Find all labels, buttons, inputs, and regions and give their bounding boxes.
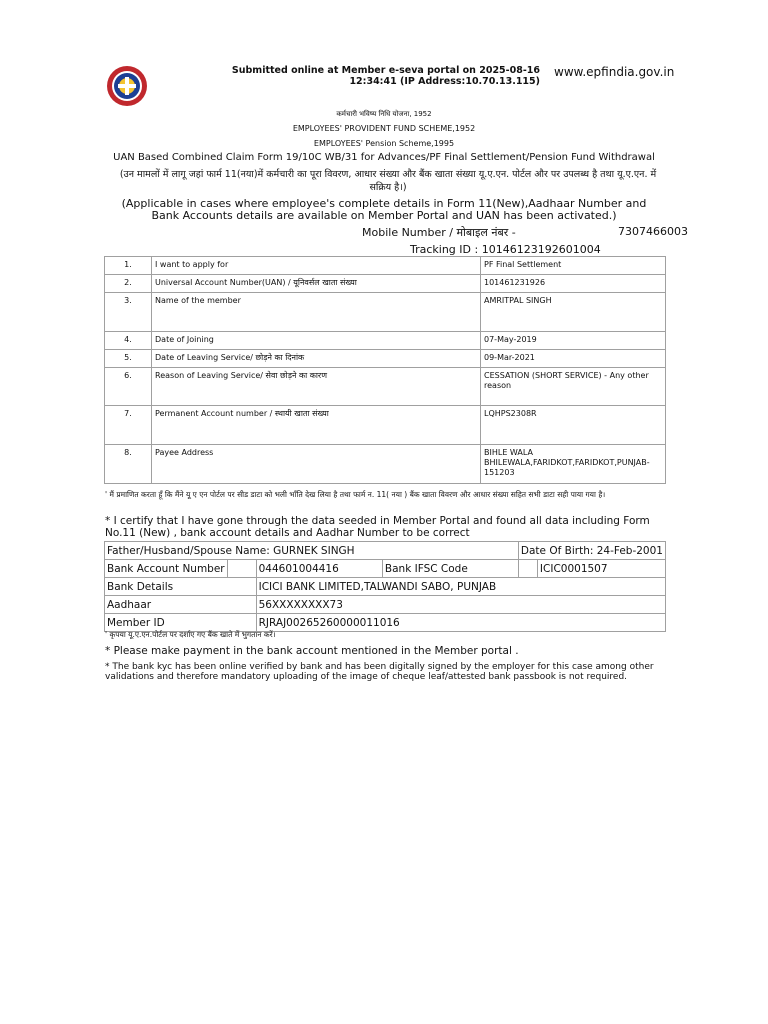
ifsc-label: Bank IFSC Code [382, 560, 518, 578]
row-value: 09-Mar-2021 [481, 350, 666, 368]
table-row [105, 293, 666, 332]
account-spacer [227, 560, 256, 578]
row-number: 5. [105, 350, 152, 368]
applicability-note: (Applicable in cases where employee's complete details in Form 11(New),Aadhaar Number and Bank Accounts details are available on Member Portal and UAN has been activated.) [121, 197, 647, 222]
ifsc-value: ICIC0001507 [537, 560, 665, 578]
row-value: PF Final Settlement [481, 257, 666, 275]
row-label: I want to apply for [152, 257, 481, 275]
bank-details-label: Bank Details [105, 578, 257, 596]
row-label: Payee Address [152, 445, 481, 484]
row-value: 101461231926 [481, 275, 666, 293]
row-value: CESSATION (SHORT SERVICE) - Any other reason [481, 368, 666, 406]
row-label: Date of Joining [152, 332, 481, 350]
mobile-number [362, 225, 688, 240]
kyc-note: * The bank kyc has been online verified by bank and has been digitally signed by the employer for this case among other validations and therefore mandatory uploading of the image of cheque leaf/attested bank passbook is not required. [105, 662, 654, 682]
table-row [105, 596, 666, 614]
submission-info: Submitted online at Member e-seva portal on 2025-08-16 12:34:41 (IP Address:10.70.13.115) [231, 65, 540, 87]
table-row [105, 542, 666, 560]
certify-statement: * I certify that I have gone through the data seeded in Member Portal and found all data including Form No.11 (New) , bank account details and Aadhar Number to be correct [105, 515, 650, 539]
row-value: AMRITPAL SINGH [481, 293, 666, 332]
table-row [105, 350, 666, 368]
tracking-label: Tracking ID : [410, 243, 479, 256]
pension-scheme-title: EMPLOYEES' Pension Scheme,1995 [313, 139, 455, 148]
row-label: Date of Leaving Service/ छोड़ने का दिनांक [152, 350, 481, 368]
aadhaar-value: 56XXXXXXXX73 [256, 596, 665, 614]
table-row [105, 257, 666, 275]
payment-hindi: ' कृपया यू.ए.एन.पोर्टल पर दर्शाए गए बैंक खाते में भुगतान करें। [105, 630, 276, 639]
bank-details-value: ICICI BANK LIMITED,TALWANDI SABO, PUNJAB [256, 578, 665, 596]
row-number: 2. [105, 275, 152, 293]
table-row [105, 445, 666, 484]
tracking-id [410, 243, 601, 256]
member-id-value: RJRAJ00265260000011016 [256, 614, 665, 632]
payment-note: * Please make payment in the bank account mentioned in the Member portal . [105, 645, 519, 657]
row-number: 7. [105, 406, 152, 445]
row-label: Universal Account Number(UAN) / यूनिवर्सल खाता संख्या [152, 275, 481, 293]
date-of-birth: Date Of Birth: 24-Feb-2001 [518, 542, 665, 560]
account-value: 044601004416 [256, 560, 382, 578]
row-value: BIHLE WALA BHILEWALA,FARIDKOT,FARIDKOT,PUNJAB-151203 [481, 445, 666, 484]
row-value: LQHPS2308R [481, 406, 666, 445]
row-number: 3. [105, 293, 152, 332]
table-row [105, 332, 666, 350]
epfo-logo [106, 65, 148, 107]
aadhaar-label: Aadhaar [105, 596, 257, 614]
scheme-hindi: कर्मचारी भविष्य निधि योजना, 1952 [336, 110, 432, 118]
row-label: Name of the member [152, 293, 481, 332]
member-id-label: Member ID [105, 614, 257, 632]
table-row [105, 560, 666, 578]
certify-hindi: ' मैं प्रमाणित करता हूँ कि मैंने यू ए एन पोर्टल पर सीड डाटा को भली भाँति देख लिया है तथा फार्म न. 11( नया ) बैंक खाता विवरण और आधार संख्या सहित सभी डाटा सही पाया गया है। [105, 490, 606, 499]
mobile-value: 7307466003 [618, 225, 688, 238]
form-title: UAN Based Combined Claim Form 19/10C WB/31 for Advances/PF Final Settlement/Pension Fund Withdrawal [113, 152, 655, 163]
table-row [105, 614, 666, 632]
claim-details-table [104, 256, 666, 484]
account-label: Bank Account Number [105, 560, 228, 578]
bank-details-table [104, 541, 666, 632]
applicability-hindi: (उन मामलों में लागू जहां फार्म 11(नया)में कर्मचारी का पूरा विवरण, आधार संख्या और बैंक खाता संख्या यू.ए.एन. पोर्टल और पर उपलब्ध है तथा यू.ए.एन. में सक्रिय है।) [119, 169, 657, 193]
row-label: Permanent Account number / स्थायी खाता संख्या [152, 406, 481, 445]
row-number: 6. [105, 368, 152, 406]
row-number: 8. [105, 445, 152, 484]
table-row [105, 275, 666, 293]
mobile-label: Mobile Number / मोबाइल नंबर - [362, 226, 516, 239]
row-label: Reason of Leaving Service/ सेवा छोड़ने का कारण [152, 368, 481, 406]
scheme-title: EMPLOYEES' PROVIDENT FUND SCHEME,1952 [292, 124, 476, 133]
website-url: www.epfindia.gov.in [554, 65, 675, 79]
table-row [105, 368, 666, 406]
table-row [105, 406, 666, 445]
ifsc-spacer [518, 560, 537, 578]
table-row [105, 578, 666, 596]
row-number: 1. [105, 257, 152, 275]
row-value: 07-May-2019 [481, 332, 666, 350]
tracking-value: 10146123192601004 [481, 243, 601, 256]
father-name: Father/Husband/Spouse Name: GURNEK SINGH [105, 542, 519, 560]
row-number: 4. [105, 332, 152, 350]
